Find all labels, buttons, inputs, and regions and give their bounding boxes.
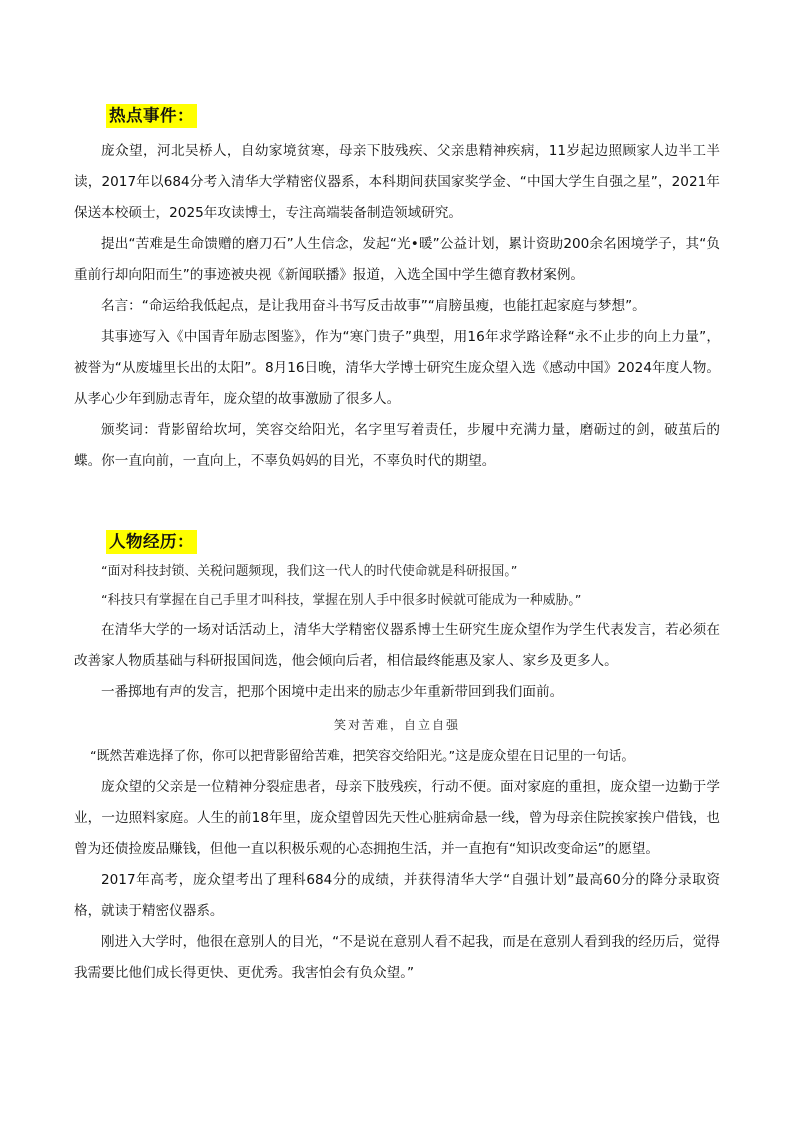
section-heading-hot-event: 热点事件： bbox=[106, 104, 197, 128]
quote: “面对科技封锁、关税问题频现，我们这一代人的时代使命就是科研报国。” bbox=[101, 564, 518, 579]
paragraph: 一番掷地有声的发言，把那个困境中走出来的励志少年重新带回到我们面前。 bbox=[101, 684, 564, 700]
quote: “科技只有掌握在自己手里才叫科技，掌握在别人手中很多时候就可能成为一种威胁。” bbox=[101, 593, 582, 608]
section-biography bbox=[74, 530, 720, 989]
paragraph: 名言：“命运给我低起点，是让我用奋斗书写反击故事”“肩膀虽瘦，也能扛起家庭与梦想”。 bbox=[101, 298, 646, 314]
section-heading-biography: 人物经历： bbox=[106, 530, 197, 554]
paragraph: 颁奖词：背影留给坎坷，笑容交给阳光，名字里写着责任，步履中充满力量，磨砺过的剑，破茧后的蝶。你一直向前，一直向上，不辜负妈妈的目光，不辜负时代的期望。 bbox=[74, 422, 720, 469]
paragraph: 2017年高考，庞众望考出了理科684分的成绩，并获得清华大学“自强计划”最高60分的降分录取资格，就读于精密仪器系。 bbox=[74, 872, 720, 919]
section-hot-event bbox=[74, 104, 720, 477]
paragraph: 在清华大学的一场对话活动上，清华大学精密仪器系博士生研究生庞众望作为学生代表发言，若必须在改善家人物质基础与科研报国间选，他会倾向后者，相信最终能惠及家人、家乡及更多人。 bbox=[74, 622, 720, 669]
paragraph: 庞众望，河北吴桥人，自幼家境贫寒，母亲下肢残疾、父亲患精神疾病，11岁起边照顾家人边半工半读，2017年以684分考入清华大学精密仪器系，本科期间获国家奖学金、“中国大学生自强之星”，2021年保送本校硕士，2025年攻读博士，专注高端装备制造领域研究。 bbox=[74, 143, 720, 221]
paragraph: 提出“苦难是生命馈赠的磨刀石”人生信念，发起“光•暖”公益计划，累计资助200余名困境学子，其“负重前行却向阳而生”的事迹被央视《新闻联播》报道，入选全国中学生德育教材案例。 bbox=[74, 236, 720, 283]
diary-quote: “既然苦难选择了你，你可以把背影留给苦难，把笑容交给阳光。”这是庞众望在日记里的一句话。 bbox=[90, 749, 635, 764]
paragraph: 庞众望的父亲是一位精神分裂症患者，母亲下肢残疾，行动不便。面对家庭的重担，庞众望一边勤于学业，一边照料家庭。人生的前18年里，庞众望曾因先天性心脏病命悬一线，曾为母亲住院挨家挨户借钱，也曾为还债捡废品赚钱，但他一直以积极乐观的心态拥抱生活，并一直抱有“知识改变命运”的愿望。 bbox=[74, 779, 720, 857]
subheading-caption: 笑对苦难，自立自强 bbox=[333, 718, 460, 732]
paragraph: 刚进入大学时，他很在意别人的目光，“不是说在意别人看不起我，而是在意别人看到我的经历后，觉得我需要比他们成长得更快、更优秀。我害怕会有负众望。” bbox=[74, 934, 720, 981]
paragraph: 其事迹写入《中国青年励志图鉴》，作为“寒门贵子”典型，用16年求学路诠释“永不止步的向上力量”，被誉为“从废墟里长出的太阳”。8月16日晚，清华大学博士研究生庞众望入选《感动中国》2024年度人物。从孝心少年到励志青年，庞众望的故事激励了很多人。 bbox=[74, 329, 720, 407]
